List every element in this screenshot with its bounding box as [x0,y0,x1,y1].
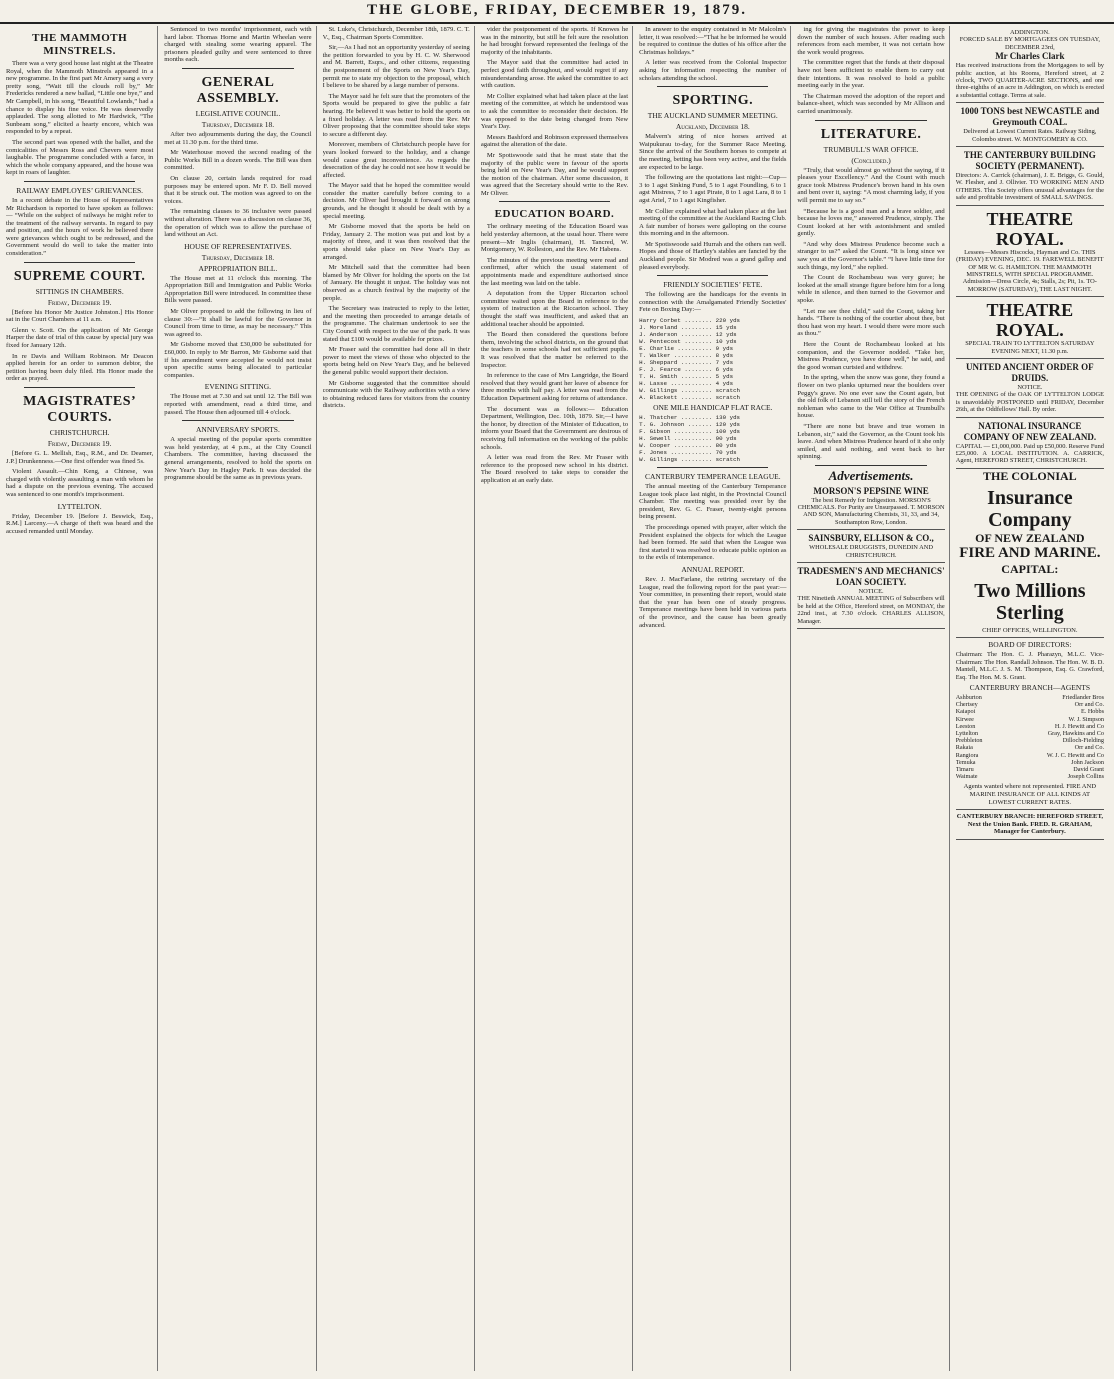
paragraph: Messrs Bashford and Robinson expressed themselves against the alteration of the date. [480,133,629,149]
paragraph: ing for giving the magistrates the power to keep down the number of such houses. After reading such references from each member, it was not certain how the work would progress. [797,26,945,56]
agent-row [956,773,1104,780]
agent-row [956,723,1104,730]
subheading-house: HOUSE OF REPRESENTATIVES. [184,241,292,251]
agent-name: Orr and Co. [1074,744,1104,752]
agent-name: David Grant [1073,766,1104,774]
advert-body: The best Remedy for Indigestion. MORSON'S CHEMICALS. For Purity are Unsurpassed. T. MORSON AND SON, Manufacturing Chemists, 31, 33, and 34, Southampton Row, London. [797,496,945,526]
advert-title: THEATRE ROYAL. [986,208,1074,249]
advert-national-insurance [956,418,1104,469]
paragraph: In answer to the enquiry contained in Mr Malcolm's letter, it was resolved:—“That he be informed he would be required to continue the duties of his office after the Christmas holidays.” [639,26,787,56]
advert-body: THE OPENING of the OAK OF LYTTELTON LODGE is unavoidably POSTPONED until FRIDAY, December 26th, at the Oddfellows' Hall. By order. [955,391,1104,414]
advert-title: Insurance Company [987,486,1073,531]
advert-druids [956,359,1104,418]
paragraph: In reference to the case of Mrs Langridge, the Board resolved that they would grant her leave of absence for three months with half pay. A letter was read from the Education Department asking for returns of attendance. [480,372,629,402]
paragraph: Malvern's string of nice horses arrived at Waipukurau to-day, for the Summer Race Meeting. Since the arrival of the Southern horses to compete at the meeting, betting has been very active, and the fields are expected to be large. [639,133,787,171]
paragraph: The proceedings opened with prayer, after which the President explained the objects for which the League had been formed. He said that when the League was first started it was resolved to educate public opinion as to the evils of intemperance. [639,524,787,562]
newspaper-page [6,26,1108,1371]
headline-education-board: EDUCATION BOARD. [494,208,615,221]
paragraph: [Before G. L. Mellish, Esq., R.M., and Dr. Deamer, J.P.] Drunkenness.—One first offender was fined 5s. [6,450,154,465]
agent-row [956,744,1104,751]
agent-name: H. J. Hewitt and Co [1054,722,1104,730]
advert-title: TRADESMEN'S AND MECHANICS' LOAN SOCIETY. [797,565,945,587]
column-6 [797,26,949,1371]
agent-town: Waimate [955,773,978,781]
advert-subtitle: CAPITAL: [1001,561,1059,576]
column-2 [164,26,316,1371]
advert-title: SAINSBURY, ELLISON & CO., [808,533,934,544]
paragraph: The Board then considered the questions before them, involving the school districts, on the ground that the teachers in some schools had not sufficient pupils. It was resolved that the matter be referred to the Inspector. [480,331,629,369]
advert-footer: CANTERBURY BRANCH: HEREFORD STREET, Next the Union Bank. FRED. R. GRAHAM, Manager for Canterbury. [956,810,1104,840]
paragraph: Mr Oliver proposed to add the following in lieu of clause 30:—“It shall be lawful for the Governor in Council from time to time, as may be necessary.” This was agreed to. [164,308,312,338]
advert-sainsbury [797,530,944,563]
paragraph: Mr Fraser said the committee had done all in their power to meet the views of those who objected to the sports being held on New Year's Day, and he believed the general public would support their decision. [322,346,470,376]
agent-town: Chertsey [955,701,978,709]
agent-row [956,716,1104,723]
subheading: CANTERBURY BRANCH—AGENTS [969,683,1091,692]
advert-subtitle: NOTICE. [858,587,884,595]
paragraph: A letter was read from the Rev. Mr Fraser with reference to the proposed new school in his district. The Board resolved to take steps to consider the application at an early date. [480,454,629,484]
subheading: ANNUAL REPORT. [681,564,745,574]
agent-town: Timaru [955,766,974,774]
dateline: Thursday, December 18. [201,252,275,262]
subheading: BOARD OF DIRECTORS: [988,640,1072,650]
paragraph: On clause 20, certain lands required for road purposes may be entered upon. Mr F. D. Bell moved that it be struck out. The motion was agreed to on the voices. [164,174,312,205]
dateline: Friday, December 19. [47,439,112,448]
advert-title: UNITED ANCIENT ORDER OF DRUIDS. [966,361,1094,383]
advert-addington-sale [956,26,1104,103]
advert-theatre-royal [956,206,1104,297]
advert-morson [797,483,944,531]
paragraph: Mr Waterhouse moved the second reading of the Public Works Bill in a dozen words. The Bill was then committed. [164,149,312,172]
advert-title: 1000 TONS best NEWCASTLE and Greymouth COAL. [960,106,1100,128]
paragraph: The Mayor said that the committee had acted in perfect good faith throughout, and would regret if any misunderstanding arose. He asked the committee to act with caution. [480,59,629,90]
paragraph: Mr Spotiswoode said that he must state that the majority of the public were in favour of the sports being held on New Year's Day, and he would support the motion of the chairman. After some discussion, it was agreed that the Secretary should write to the Rev. Mr Oliver. [480,151,629,197]
dateline: Thursday, December 18. [201,119,275,129]
agent-row [956,752,1104,759]
advert-body: CAPITAL — £1,000,000. Paid up £50,000. Reserve Fund £25,000. A LOCAL INSTITUTION. A. CARRICK, Agent, HEREFORD STREET, CHRISTCHURCH. [955,442,1104,465]
agent-row [956,759,1104,766]
advert-title: THE COLONIAL [983,468,1077,483]
agent-row [956,708,1104,715]
paragraph: A letter was received from the Colonial Inspector asking for information respecting the number of scholars attending the school. [639,59,787,82]
paragraph: [Before his Honor Mr Justice Johnston.] His Honor sat in the Court Chambers at 11 a.m. [6,308,154,324]
paragraph: “Let me see thee child,” said the Count, taking her hands. “There is nothing of the courtier about thee, but thou hast won my heart. I would there were more such as thou.” [797,307,945,338]
advert-body: WHOLESALE DRUGGISTS, DUNEDIN AND CHRISTCHURCH. [809,544,934,559]
advert-label: ADDINGTON. [1009,29,1050,36]
subheading: SITTINGS IN CHAMBERS. [35,286,124,296]
agent-name: W. J. C. Hewitt and Co [1046,751,1104,759]
agent-row [956,701,1104,708]
advert-body: Delivered at Lowest Current Rates. Railway Siding, Colombo street. W. MONTGOMERY & CO. [963,128,1097,143]
divider [657,275,768,276]
divider [182,68,293,69]
paragraph: The Chairman moved the adoption of the report and balance-sheet, which was seconded by Mr Allison and carried unanimously. [797,92,945,115]
paragraph: “And why does Mistress Prudence become such a stranger to us?” asked the Count. “It is long since we saw you at the Governor's table.” “I have little time for such things, my lord,” she replied. [797,240,945,271]
advert-loan-society [797,563,944,629]
advert-offices: CHIEF OFFICES, WELLINGTON. [956,624,1104,639]
agent-town: Temuka [955,758,976,766]
advertisements-heading: Advertisements. [828,467,914,483]
agents-list [956,694,1104,780]
advert-subtitle: OF NEW ZEALAND [975,530,1085,545]
paragraph: In the spring, when the snow was gone, they found a flower on two planks upturned near the boulders over Peggy's grave. No one ever saw the Count again, but the old folk of Lebanon still tell the story of the French nobleman who came to the War Office at Trumbull's house. [797,374,945,420]
paragraph: The remaining clauses to 36 inclusive were passed without alteration. There was a discussion on clause 36, the operation of which was to allow the purchase of land without an Act. [164,208,312,239]
dateline: Friday, December 19. [47,297,112,307]
advert-title: THEATRE ROYAL. [986,300,1074,341]
paragraph: The Mayor said that he hoped the committee would consider the matter carefully before coming to a decision. Mr Oliver had brought it forward on strong grounds, and he thought it should be dealt with by a special meeting. [322,182,470,220]
agent-town: Leeston [955,722,976,730]
subheading: ONE MILE HANDICAP FLAT RACE. [653,403,773,413]
handicap-list [639,317,786,401]
agent-name: Orr and Co. [1074,701,1104,709]
paragraph: The ordinary meeting of the Education Board was held yesterday afternoon, at the usual hour. There were present—Mr Inglis (chairman), H. Tancred, W. Montgomery, W. Rolleston, and the Rev. Mr Habens. [480,223,629,254]
advert-directors: Chairman: The Hon. C. J. Pharazyn, M.L.C. Vice-Chairman: The Hon. Randall Johnson. The Hon. W. B. D. Mantell, M.L.C. J. S. M. Thompson, Esq. G. Crawford, Esq. The Hon. M. S. Grant. [955,651,1104,681]
headline-railway-grievances: RAILWAY EMPLOYES’ GRIEVANCES. [16,185,144,195]
subheading: TRUMBULL'S WAR OFFICE. [823,144,919,154]
paragraph: Moreover, members of Christchurch people have for years looked forward to the holiday, and a change would cause great inconvenience. As regards the desecration of the day he could not see how it would be affected. [322,141,470,179]
paragraph: The second part was opened with the ballet, and the comicalities of Messrs Ross and Chevers were most laughable. The programme concluded with a farce, in which the whole company appeared, and the house was kept in roars of laughter. [6,138,154,177]
divider [24,181,135,182]
paragraph: The Secretary was instructed to reply to the letter, and the meeting then proceeded to arrange details of the programme. The chairman undertook to see the City Council with respect to the use of the park. It was stated that £100 would be available for prizes. [322,305,470,343]
paragraph: St. Luke's, Christchurch, December 18th, 1879. C. T. V., Esq., Chairman Sports Committee. [322,26,470,41]
agent-town: Prebbleton [955,737,983,745]
advert-coal [956,103,1104,147]
advert-theatre-royal-train [956,297,1104,359]
paragraph: Glenn v. Scott. On the application of Mr George Harper the date of trial of this cause by special jury was fixed for January 12th. [6,326,154,350]
agent-town: Rangiora [955,751,979,759]
agent-name: John Jackson [1071,758,1104,766]
agent-town: Kaiapoi [955,708,976,716]
agent-row [956,694,1104,701]
agent-row [956,737,1104,744]
paragraph: In a recent debate in the House of Representatives Mr Richardson is reported to have spoken as follows:— “While on the subject of railways he might refer to the treatment of the railway servants. In regard to pay and position, and the hours of work he believed there were grievances which ought to be redressed, and the Government would do well to take the matter into consideration.” [6,196,154,258]
headline-general-assembly: GENERAL ASSEMBLY. [196,74,280,106]
paragraph: The document was as follows:— Education Department, Wellington, Dec. 10th, 1879. Sir,—I have the honor, by direction of the Minister of Education, to inform your Board that the Government are desirous of receiving full information on the working of the public schools. [480,405,629,451]
advert-title: THE CANTERBURY BUILDING SOCIETY (PERMANENT). [963,150,1096,172]
agent-name: W. J. Simpson [1068,715,1104,723]
column-1 [6,26,158,1371]
agent-town: Rakaia [955,744,973,752]
headline-sporting: SPORTING. [672,93,754,109]
masthead [0,0,1114,24]
subheading: CHRISTCHURCH. [49,428,110,437]
advert-body: Directors: A. Carrick (chairman), J. E. Briggs, G. Gould, W. Flesher, and J. Ollivier. TO WORKING MEN AND OTHERS. This Society offers unusual advantages for the safe and profitable investment of SMALL SAVINGS. [955,172,1104,202]
subheading: APPROPRIATION BILL. [198,263,278,273]
advert-subtitle: FIRE AND MARINE. [959,544,1101,561]
paragraph: Mr Spotiswoode said Hurrah and the others ran well. Hopes and those of Hartley's stables are fancied by the Auckland people. Sir Modred was a grand gallop and pleased everybody. [639,240,787,271]
paragraph: The annual meeting of the Canterbury Temperance League took place last night, in the Provincial Council Chamber. The meeting was presided over by the president, Rev. G. C. Fraser, twenty-eight persons being present. [639,483,787,521]
agent-name: E. Hobbs [1080,708,1104,716]
paragraph: Mr Collier explained what had taken place at the last meeting of the committee at the Auckland Racing Club. A fair number of horses were galloping on the course this morning and in the afternoon. [639,207,787,238]
paragraph: Here the Count de Rochambeau looked at his companion, and the Governor nodded. “Take her, Mistress Prudence, you have done well,” he said, and the good woman curtsied and withdrew. [797,341,945,371]
paragraph: Mr Gisborne moved that £30,000 be substituted for £60,000. In reply to Mr Barron, Mr Gisborne said that if his amendment were accepted he would not insist upon specific sums being allocated to particular companies. [164,341,312,379]
paragraph: Mr Collier explained what had taken place at the last meeting of the committee, at which he understood was to ask the committee to reconsider their decision. He was opposed to the date being changed from New Year's Day. [480,92,629,131]
advert-body: SPECIAL TRAIN TO LYTTELTON SATURDAY EVENING NEXT, 11.30 p.m. [965,340,1095,355]
subheading: LEGISLATIVE COUNCIL. [195,108,281,118]
headline-anniversary-sports: ANNIVERSARY SPORTS. [195,425,280,435]
paragraph: The Count de Rochambeau was very grave; he looked at the small strange figure before him for a long while in silence, and then turned to the Governor and spoke. [797,274,945,305]
paragraph: A special meeting of the popular sports committee was held yesterday, at 4 p.m., at the City Council Chambers. The committee, having discussed the general arrangements, resolved to hold the sports on New Year's Day in Hagley Park. It was decided the programme should be the same as in previous years. [164,436,312,482]
paragraph: “There are none but brave and true women in Lebanon, sir,” said the Governor, as the Count took his leave. And when Mistress Prudence heard of it she only smiled, and said nothing, and went back to her spinning. [797,422,945,461]
divider [24,262,135,263]
agent-name: Friedlander Bros [1062,694,1104,701]
agent-town: Lyttelton [955,730,979,738]
paragraph: Friday, December 19. [Before J. Beswick, Esq., R.M.] Larceny.—A charge of theft was heard and the accused remanded until Monday. [6,512,154,535]
agent-name: Gray, Hawkins and Co [1047,730,1104,738]
newspaper-title: THE GLOBE, FRIDAY, DECEMBER 19, 1879. [366,2,748,18]
column-7 [956,26,1108,1371]
agent-row [956,766,1104,773]
paragraph: The following are the quotations last night:—Cup—3 to 1 agst Sinking Fund, 5 to 1 agst Foundling, 6 to 1 agst Mistress, 7 to 1 agst Pirate, 8 to 1 agst Lara, 8 to 1 agst Ariel, 7 to 1 agst Kingfisher. [639,174,787,204]
subheading: LYTTELTON. [57,501,102,511]
subheading: (Concluded.) [851,155,891,165]
paragraph: Sentenced to two months' imprisonment, each with hard labor. Thomas Horne and Martin Wheelan were charged with stealing some wearing apparel. The prisoners pleaded guilty and were sentenced to three months each. [164,26,312,64]
advert-subtitle: NOTICE. [1017,383,1043,391]
paragraph: The House met at 7.30 and sat until 12. The Bill was reported with amendment, read a third time, and passed. The House then adjourned till 4 o'clock. [164,393,312,416]
column-5 [639,26,791,1371]
divider [657,467,768,468]
advert-colonial-insurance [956,469,1104,840]
divider [499,201,610,202]
advert-building-society [956,147,1104,206]
divider [182,420,293,421]
handicap-list [639,414,786,463]
agent-town: Kirwee [955,715,974,723]
advert-subtitle: FORCED SALE BY MORTGAGEES ON TUESDAY, DECEMBER 23rd, [959,36,1100,51]
advert-title: MORSON'S PEPSINE WINE [813,485,929,496]
paragraph: The minutes of the previous meeting were read and confirmed, after which the usual statement of appointments made and expenditure authorised since the last meeting was laid on the table. [480,256,629,287]
paragraph: A deputation from the Upper Riccarton school committee waited upon the Board in reference to the system of instruction at the Riccarton school. They thought the staff was insufficient, and asked that an additional teacher should be appointed. [480,290,629,328]
dateline: Auckland, December 18. [675,122,750,132]
paragraph: There was a very good house last night at the Theatre Royal, when the Mammoth Minstrels appeared in a new programme. In the first part Mr Amery sang a very pretty song, “Wait till the clouds roll by,” Mr Fredericks rendered a new ballad, “Little one bye,” and Mr Campbell, in his song, “Beautiful Lowlands,” had a chance to display his fine voice. He was deservedly applauded. The song allotted to Mr Hardwick, “The Sunbeam song,” elicited a hearty encore, which was responded to by a repeat. [6,60,154,136]
agent-name: Dilloch-Fielding [1062,737,1104,745]
paragraph: “Truly, that would almost go without the saying, if it pleases your Excellency.” And the Count with much grace took Mistress Prudence's brown hand in his own and bent over it, saying: “A most charming lady, if you will permit me to say so.” [797,166,945,204]
agent-row [956,730,1104,737]
advert-body: THE Ninetieth ANNUAL MEETING of Subscribers will be held at the Office, Hereford street, on MONDAY, the 22nd inst., at 7.30 o'clock. CHARLES ALLISON, Manager. [797,595,945,625]
agent-name: Joseph Collins [1067,773,1104,781]
headline-literature: LITERATURE. [820,126,922,142]
advert-body: Agents wanted where not represented. FIRE AND MARINE INSURANCE OF ALL KINDS AT LOWEST CURRENT RATES. [956,780,1104,810]
divider [657,86,768,87]
paragraph: The Mayor said he felt sure that the promoters of the Sports would be prepared to give the public a fair hearing. He believed it was better to hold the sports on a fixed holiday. A letter was read from the Rev. Mr Oliver proposing that the committee should take steps to secure a different day. [322,92,470,138]
subheading: EVENING SITTING. [204,382,272,392]
advert-title: NATIONAL INSURANCE COMPANY OF NEW ZEALAND. [963,420,1097,442]
handicap-entries: Harry Corbet ........ 220 yds J. Moreland ......... 15 yds J. Anderson ......... 12 yds W. Pentecost ........ 10 yds E. Charlie .......... 9 yds T. Walker ........... 8 yds H. Sheppard ......... 7 yds F. J. Fearce ........ 6 yds T. H. Smith ......... 5 yds H. Lasse ............ 4 yds W. Gillings ......... scratch A. Blackett ......... scratch [639,317,741,402]
paragraph: Violent Assault.—Chin Keng, a Chinese, was charged with violently assaulting a man with whom he had a dispute on the previous evening. The accused was sentenced to one month's imprisonment. [6,468,154,498]
paragraph: Mr Gisborne suggested that the committee should communicate with the Railway authorities with a view to obtaining reduced fares for visitors from the country districts. [322,379,470,410]
paragraph: “Because he is a good man and a brave soldier, and because he loves me,” answered Prudence, simply. The Count looked at her with astonishment and smiled gently. [797,207,945,238]
paragraph: After two adjournments during the day, the Council met at 11.30 p.m. for the third time. [164,130,312,146]
advert-body: Lessees—Messrs Hiscocks, Hayman and Co. THIS (FRIDAY) EVENING, DEC. 19. FAREWELL BENEFIT OF MR W. G. HAMILTON. THE MAMMOTH MINSTRELS, WITH SPECIAL PROGRAMME. [956,248,1104,278]
divider [815,120,926,121]
advert-body: Has received instructions from the Mortgagees to sell by public auction, at his Rooms, Hereford street, at 2 o'clock, TWO QUARTER-ACRE SECTIONS, and one three-eighths of an acre in Addington, on which is erected a substantial cottage. Terms at sale. [955,62,1104,99]
subheading: THE AUCKLAND SUMMER MEETING. [647,111,778,121]
advert-title: Mr Charles Clark [995,51,1065,62]
column-4 [481,26,633,1371]
paragraph: Mr Gisborne moved that the sports be held on Friday, January 2. The motion was put and lost by a majority of three, and it was then resolved that the sports should take place on New Year's Day as arranged. [322,223,470,261]
paragraph: Rev. J. MacFarlane, the retiring secretary of the League, read the following report for the past year:— Your committee, in presenting their report, would state that the year has been one of steady progress. Temperance meetings have been held in various parts of the province, and the cause has been greatly advanced. [639,575,787,629]
paragraph: The committee regret that the funds at their disposal have not been sufficient to enable them to carry out their intentions. It was resolved to hold a public meeting early in the year. [797,59,945,90]
agent-town: Ashburton [955,694,982,701]
divider [24,387,135,388]
paragraph: Sir,—As I had not an opportunity yesterday of seeing the petition forwarded to you by H. C. W. Sherwood and M. Barrett, Esqrs., and other citizens, requesting the postponement of the Sports on New Year's Day, permit me to state my objection to the proposal, which I believe to be shared by a large number of persons. [322,44,470,90]
divider [815,465,926,466]
column-3 [323,26,475,1371]
paragraph: In re Davis and William Robinson. Mr Deacon applied herein for an order to summon debtor, the petition having been duly filed. His Honor made the order as prayed. [6,352,154,383]
paragraph: The House met at 11 o'clock this morning. The Appropriation Bill and Immigration and Public Works Appropriation Bill were introduced. In committee these Bills were passed. [164,274,312,305]
headline-mammoth-minstrels: THE MAMMOTH MINSTRELS. [32,32,128,57]
advert-capital: Two Millions Sterling [974,579,1086,624]
paragraph: Mr Mitchell said that the committee had been blamed by Mr Oliver for holding the sports on the 1st of January. He thought it unjust. The holiday was not observed as a church festival by the majority of the people. [322,264,470,302]
headline-friendly-societies: FRIENDLY SOCIETIES’ FETE. [663,280,763,290]
headline-supreme-court: SUPREME COURT. [13,268,146,284]
paragraph: vider the postponement of the sports. If Knowes he was in the minority, but still he felt sure the resolution he had brought forward represented the feelings of the majority of the inhabitants. [480,26,629,56]
headline-temperance-league: CANTERBURY TEMPERANCE LEAGUE. [644,472,781,482]
paragraph: The following are the handicaps for the events in connection with the Amalgamated Friendly Societies' Fete on Boxing Day:— [639,291,787,314]
handicap-entries: H. Thatcher ......... 130 yds T. G. Johnson ....... 120 yds F. Gibson ........... 100 yds H. Sewell ........... 90 yds W. Cooper ........... 80 yds F. Jones ............ 70 yds W. Gillings ......... scratch [639,414,741,464]
advert-body: Admission—Dress Circle, 4s; Stalls, 2s; Pit, 1s. TO-MORROW (SATURDAY), THE LAST NIGHT. [962,278,1097,293]
headline-magistrates-courts: MAGISTRATES’ COURTS. [23,394,137,425]
